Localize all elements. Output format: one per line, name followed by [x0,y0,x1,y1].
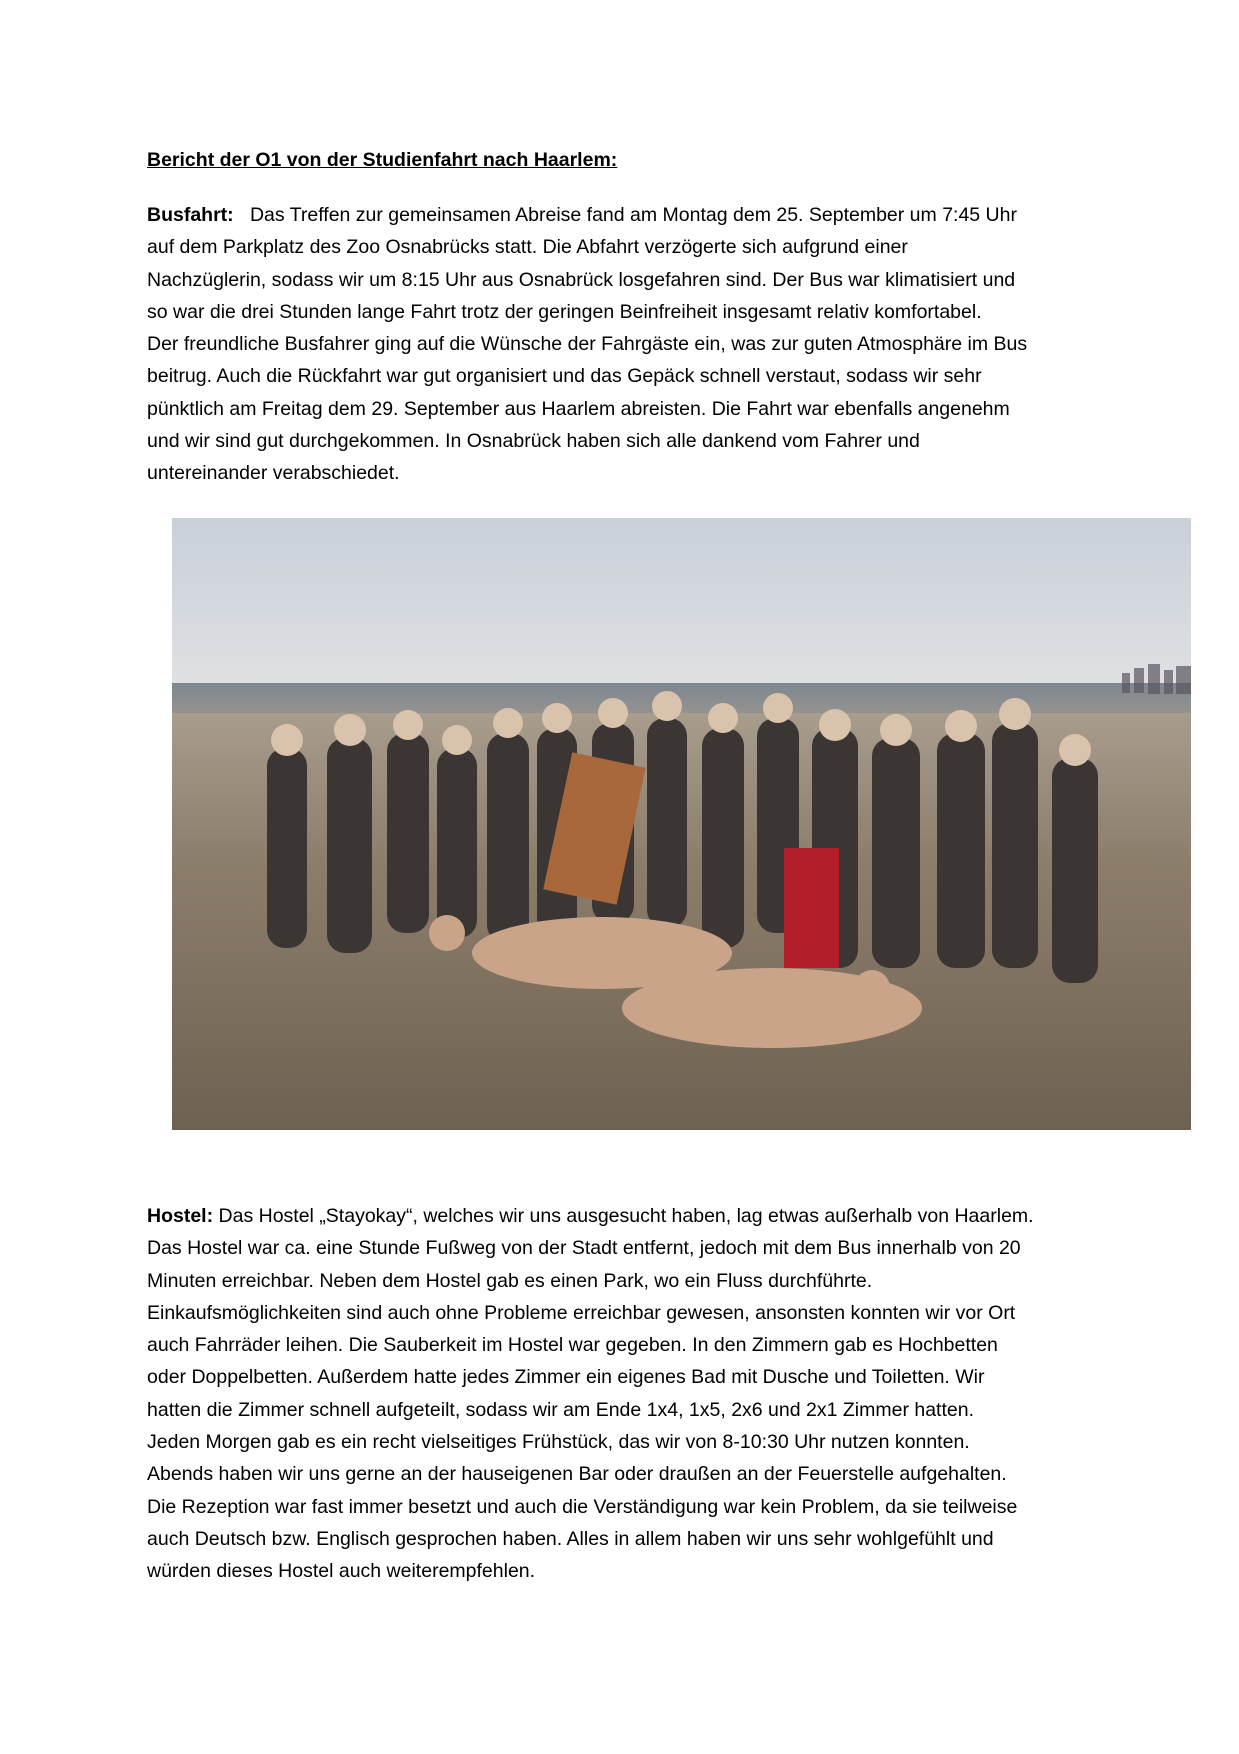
paragraph-line: Busfahrt: Das Treffen zur gemeinsamen Abreise fand am Montag dem 25. September um 7:45 Uhr [147,204,1017,226]
busfahrt-heading: Busfahrt: [147,204,234,226]
hostel-heading: Hostel: [147,1205,214,1227]
paragraph-line: auch Fahrräder leihen. Die Sauberkeit im Hostel war gegeben. In den Zimmern gab es Hochbetten [147,1334,998,1357]
paragraph-line: hatten die Zimmer schnell aufgeteilt, sodass wir am Ende 1x4, 1x5, 2x6 und 2x1 Zimmer hatten. [147,1398,974,1421]
document-title: Bericht der O1 von der Studienfahrt nach Haarlem: [147,149,618,171]
paragraph-line: oder Doppelbetten. Außerdem hatte jedes Zimmer ein eigenes Bad mit Dusche und Toiletten. Wir [147,1366,985,1389]
paragraph-line: pünktlich am Freitag dem 29. September aus Haarlem abreisten. Die Fahrt war ebenfalls angenehm [147,397,1010,420]
sky [172,518,1191,688]
paragraph-line: untereinander verabschiedet. [147,462,400,485]
paragraph-line: würden dieses Hostel auch weiterempfehlen. [147,1560,536,1583]
paragraph-line: Hostel: Das Hostel „Stayokay“, welches wir uns ausgesucht haben, lag etwas außerhalb von Haarlem. [147,1205,1034,1227]
busfahrt-paragraph [147,199,1092,490]
paragraph-line: so war die drei Stunden lange Fahrt trotz der geringen Beinfreiheit insgesamt relativ komfortabel. [147,300,982,323]
paragraph-line: auf dem Parkplatz des Zoo Osnabrücks statt. Die Abfahrt verzögerte sich aufgrund einer [147,236,908,259]
paragraph-line: Einkaufsmöglichkeiten sind auch ohne Probleme erreichbar gewesen, ansonsten konnten wir vor Ort [147,1301,1016,1324]
paragraph-line: Der freundliche Busfahrer ging auf die Wünsche der Fahrgäste ein, was zur guten Atmosphäre im Bus [147,333,1028,356]
hostel-paragraph [147,1200,1092,1588]
paragraph-line: Die Rezeption war fast immer besetzt und auch die Verständigung war kein Problem, da sie teilweise [147,1495,1018,1518]
paragraph-line: Das Hostel war ca. eine Stunde Fußweg von der Stadt entfernt, jedoch mit dem Bus innerhalb von 20 [147,1237,1021,1260]
paragraph-line: Nachzüglerin, sodass wir um 8:15 Uhr aus Osnabrück losgefahren sind. Der Bus war klimatisiert und [147,268,1016,291]
paragraph-line: Minuten erreichbar. Neben dem Hostel gab es einen Park, wo ein Fluss durchführte. [147,1269,873,1292]
group-photo-beach [172,518,1191,1130]
paragraph-line: und wir sind gut durchgekommen. In Osnabrück haben sich alle dankend vom Fahrer und [147,430,920,453]
paragraph-line: beitrug. Auch die Rückfahrt war gut organisiert und das Gepäck schnell verstaut, sodass wir sehr [147,365,982,388]
paragraph-line: auch Deutsch bzw. Englisch gesprochen haben. Alles in allem haben wir uns sehr wohlgefühlt und [147,1527,994,1550]
paragraph-line: Jeden Morgen gab es ein recht vielseitiges Frühstück, das wir von 8-10:30 Uhr nutzen konnten. [147,1431,970,1454]
paragraph-line: Abends haben wir uns gerne an der hauseigenen Bar oder draußen an der Feuerstelle aufgehalten. [147,1463,1007,1486]
